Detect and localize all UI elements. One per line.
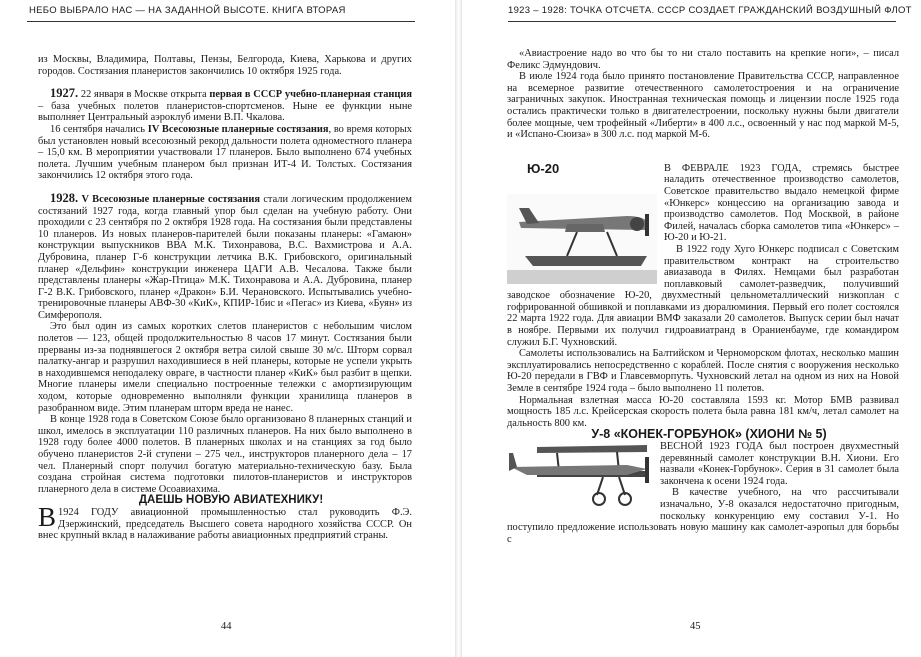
paragraph-1924 (38, 501, 413, 542)
paragraph-1927-b (38, 124, 412, 182)
text-run: 22 января в Москве открыта (80, 89, 210, 101)
left-body (38, 54, 412, 542)
text-run-bold: V Всесоюзные планерные состязания (81, 193, 260, 205)
text-run: – база учебных полетов планеристов-спортсменов. Ныне ее функции ныне выполняет Центральный аэроклуб имени В.П. Чкалова. (38, 100, 412, 124)
drop-cap: В (38, 501, 57, 532)
paragraph-1928-b: Это был один из самых коротких слетов планеристов с небольшим числом полетов — 123, общей продолжительностью 8 часов 17 минут. Состязания были прерваны из-за поднявшегося 2 октября ветра силой свыше 30 м/с. Шторм сорвал палатку-ангар и разрушил находившиеся в ней планеры, которые не успели укрыть в находившемся неподалеку овраге, в частности планер «КиК» был разбит в щепки. Многие планеры имели специально построенные тележки с амортизирующим ходом, которые одновременно выполняли функции хранилища планеров в разобранном виде. Этим планерам шторм вреда не нанес. (38, 321, 412, 414)
header-rule-right (508, 21, 896, 22)
text-run: авиационной промышленностью стал руководить Ф.Э. Дзержинский, председатель Высшего совета народного хозяйства СССР. Он внес крупный вклад в налаживание работы авиационных предприятий страны. (38, 506, 413, 542)
text-run-bold: IV Всесоюзные планерные состязания (147, 123, 329, 135)
text-run: 16 сентября начались (50, 123, 148, 135)
paragraph-ju20-3: Самолеты использовались на Балтийском и Черноморском флотах, несколько машин эксплуатировались непосредственно с кораблей. После снятия с вооружения несколько Ю-20 передали в ГВФ и Главсевморпуть. Чухновский летал на одном из них на Новой Земле в сентябре 1924 года – было выполнено 11 полетов. (507, 348, 899, 395)
left-page (0, 0, 455, 657)
book-gutter (455, 0, 462, 657)
lead-in: 1924 ГОДУ (58, 506, 119, 518)
intro-paragraph: из Москвы, Владимира, Полтавы, Пензы, Белгорода, Киева, Харькова и других городов. Состязания планеристов закончились 10 октября 1925 года. (38, 54, 412, 77)
subheading-new-aviation: ДАЕШЬ НОВУЮ АВИАТЕХНИКУ! (138, 494, 324, 507)
ju20-photo-block (507, 160, 657, 281)
paragraph-1927-a (38, 88, 412, 124)
text-run: , стремясь быстрее наладить отечественное производство самолетов, Советское правительство выдало немецкой фирме «Юнкерс» концессию на организацию завода и производство самолетов. Под Москвой, в районе Филей, началась сборка самолетов типа «Юнкерс» – Ю-20 и Ю-21. (664, 162, 899, 244)
lead-in: ВЕСНОЙ 1923 ГОДА (660, 441, 764, 452)
text-run: , во время которых был установлен новый всесоюзный рекорд дальности полета одноместного планера – 15,0 км. В мероприятии участвовали 17 планеров. Было выполнено 674 учебных полета. Лучшим учебным планером был признан ИТ-4 И. Толстых. Состязания закончились 12 октября этого года. (38, 123, 412, 182)
u8-biplane-image (507, 441, 653, 509)
right-body (507, 48, 899, 545)
page-number-right: 45 (690, 621, 701, 632)
header-rule-left (27, 21, 415, 22)
text-run: был построен двухместный деревянный самолет конструкции В.Н. Хиони. Его назвали «Конек-Горбунок». Серия в 31 самолет была закончена к осени 1924 года. (660, 441, 899, 487)
ju20-seaplane-image (507, 194, 657, 284)
lead-in: В ФЕВРАЛЕ 1923 ГОДА (664, 162, 799, 174)
text-run: стали логическим продолжением состязаний 1927 года, когда главный упор был сделан на учебную работу. Они проходили с 23 сентября по 2 октября 1928 года. На состязания были представлены 10 планеров. Из новых планеров-парителей были показаны планеры: «Гамаюн» конструкции выпускников ВВА М.К. Тихонравова, В.С. Вахмистрова и А.А. Дубровина, планер Г-6 конструкции летчика В.К. Грибовского, оригинальный планер «Дельфин» конструкции инженера ЦАГИ А.В. Чесалова. Также были представлены планеры «Жар-Птица» М.К. Тихонравова и А.А. Дубровина, планер Г-2 В.К. Грибовского, планер «Дракон» Б.И. Черановского. Испытывались учебно-тренировочные планеры АВФ-30 «КиК», КПИР-1бис и «Пегас» из Киева, «Буян» из Симферополя. (38, 193, 412, 321)
page-number-left: 44 (221, 621, 232, 632)
paragraph-july-1924: В июле 1924 года было принято постановление Правительства СССР, направленное на всемерное развитие отечественного самолетостроения и на ограничение заграничных закупок. Иностранная техническая помощь и лицензии после 1925 года остались практически только в двигателестроении, поскольку нужны были двигатели более мощные, чем трофейный «Либерти» в 400 л.с., освоенный у нас под маркой М-5, и «Испано-Сюиза» в 300 л.с. под маркой М-6. (507, 71, 899, 141)
right-page (462, 0, 921, 657)
paragraph-ju20-2: В 1922 году Хуго Юнкерс подписал с Советским правительством контракт на строительство авиазавода в Филях. Немцами был разработан поплавковый самолет-разведчик, получивший заводское обозначение Ю-20, двухместный цельнометаллический низкоплан с гофрированной обшивкой и поплавками из дюралюминия. Первый его полет состоялся 22 марта 1922 года. Для авиации ВМФ заказали 20 самолетов. Выпуск серии был начат в ноябре. Первыми их получил гидроавиатранд в Ораниенбауме, где командиром служил Б.Г. Чухновский. (507, 243, 899, 348)
running-header-left: НЕБО ВЫБРАЛО НАС — НА ЗАДАННОЙ ВЫСОТЕ. КНИГА ВТОРАЯ (29, 5, 346, 16)
text-run-bold: первая в СССР учебно-планерная станция (209, 89, 412, 101)
section-title-u8: У-8 «КОНЕК-ГОРБУНОК» (ХИОНИ № 5) (591, 427, 827, 442)
year-1927: 1927. (50, 86, 79, 101)
section-title-ju20: Ю-20 (527, 160, 560, 176)
paragraph-1928-c: В конце 1928 года в Советском Союзе было организовано 8 планерных станций и школ, имелось в эксплуатации 110 различных планеров. На них было выполнено в 1928 году более 4000 полетов. В планерных школах и на станциях за год было обучено планеристов 2-й ступени – 275 чел., инструкторов планерного дела – 17 чел. Планерный спорт получил богатую материально-техническую базу. Была создана стройная система подготовки пилотов-планеристов и инструкторов планерного дела в системе Осоавиахима. (38, 414, 412, 495)
paragraph-ju20-4: Нормальная взлетная масса Ю-20 составляла 1593 кг. Мотор БМВ развивал мощность 185 л.с. Крейсерская скорость полета была равна 181 км/ч, летал самолет на дальность 800 км. (507, 394, 899, 429)
paragraph-u8-2: В качестве учебного, на что рассчитывали изначально, У-8 оказался недостаточно пригодным, поскольку конкуренцию ему составил У-1. Но поступило предложение использовать новую машину как самолет-аэропыл для борьбы с (507, 487, 899, 545)
paragraph-quote: «Авиастроение надо во что бы то ни стало поставить на крепкие ноги», – писал Феликс Эдмундович. (507, 48, 899, 71)
paragraph-1928-a (38, 190, 412, 322)
u8-biplane-drawing (507, 441, 653, 509)
year-1928: 1928. (50, 190, 79, 205)
running-header-right: 1923 – 1928: ТОЧКА ОТСЧЕТА. СССР СОЗДАЕТ ГРАЖДАНСКИЙ ВОЗДУШНЫЙ ФЛОТ (508, 5, 912, 16)
